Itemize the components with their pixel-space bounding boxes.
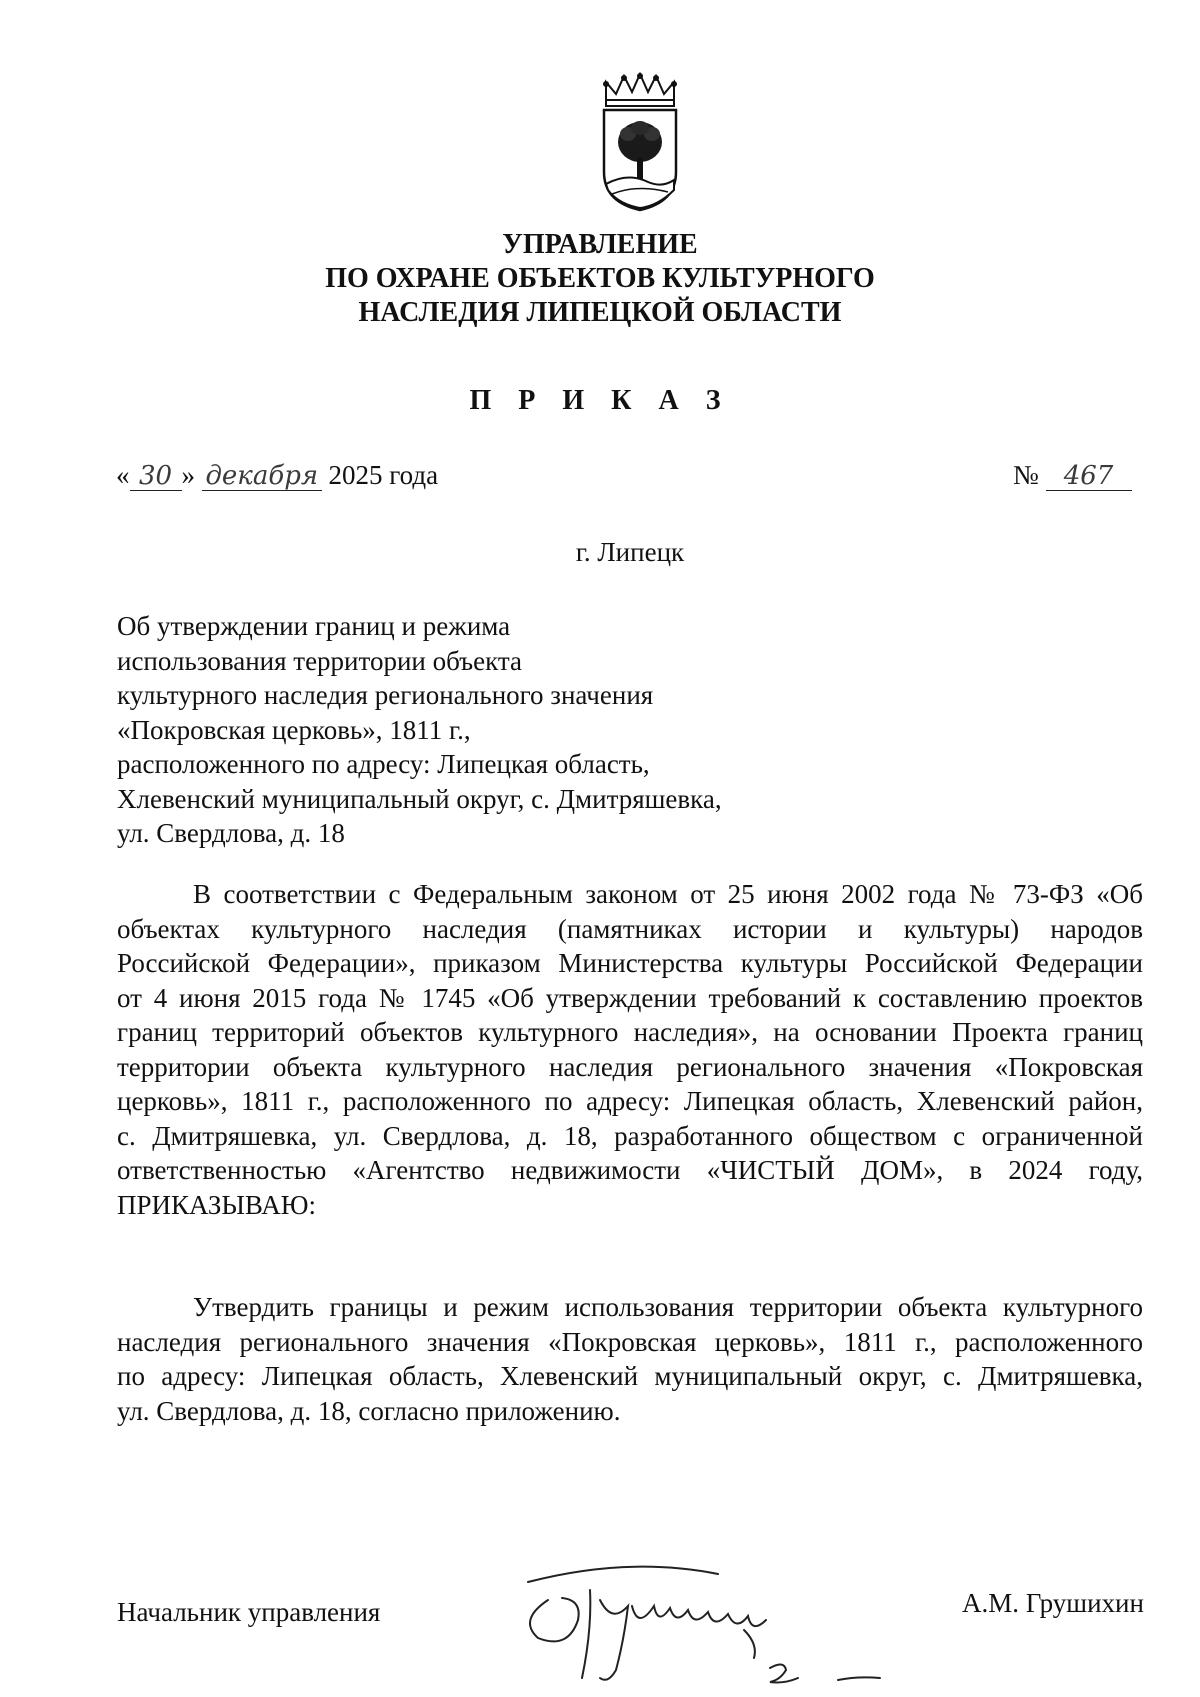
- preamble-line: границ территорий объектов культурного наследия», на основании Проекта границ: [117, 1017, 1143, 1047]
- subject-line: Хлевенский муниципальный округ, с. Дмитряшевка,: [117, 783, 722, 814]
- subject-line: культурного наследия регионального значения: [117, 680, 654, 710]
- preamble-line: объектах культурного наследия (памятниках истории и культуры) народов: [117, 913, 1143, 944]
- order-paragraph: [117, 1290, 1143, 1428]
- date-close-quote: »: [181, 460, 195, 490]
- preamble-paragraph: [117, 877, 1143, 1222]
- subject-line: Об утверждении границ и режима: [117, 611, 511, 641]
- subject-block: [117, 609, 722, 851]
- signatory-name: А.М. Грушихин: [962, 1588, 1144, 1618]
- preamble-line: В соответствии с Федеральным законом от 25 июня 2002 года № 73-ФЗ «Об: [193, 879, 1143, 909]
- order-line: по адресу: Липецкая область, Хлевенский муниципальный округ, с. Дмитряшевка,: [117, 1361, 1143, 1391]
- preamble-line: территории объекта культурного наследия регионального значения «Покровская: [117, 1051, 1143, 1082]
- coat-of-arms-emblem: [598, 72, 682, 212]
- header-line-2: ПО ОХРАНЕ ОБЪЕКТОВ КУЛЬТУРНОГО: [325, 263, 875, 294]
- issuer-header: [0, 228, 1200, 330]
- date-year: 2025 года: [328, 460, 439, 490]
- number-value: 467: [1046, 462, 1132, 491]
- handwritten-signature: [508, 1560, 908, 1690]
- city: г. Липецк: [575, 537, 685, 567]
- order-line: наследия регионального значения «Покровская церковь», 1811 г., расположенного: [117, 1326, 1143, 1357]
- subject-line: ул. Свердлова, д. 18: [117, 818, 345, 848]
- subject-line: использования территории объекта: [117, 645, 522, 676]
- order-verb: ПРИКАЗЫВАЮ:: [117, 1189, 316, 1220]
- subject-line: расположенного по адресу: Липецкая область,: [117, 749, 650, 779]
- order-line: ул. Свердлова, д. 18, согласно приложению.: [117, 1395, 621, 1426]
- order-line: Утвердить границы и режим использования территории объекта культурного: [193, 1292, 1143, 1322]
- signatory-position: Начальник управления: [117, 1597, 381, 1627]
- preamble-line: с. Дмитряшевка, ул. Свердлова, д. 18, разработанного обществом с ограниченной: [117, 1120, 1143, 1151]
- date-day: 30: [130, 462, 182, 491]
- preamble-line: Российской Федерации», приказом Министерства культуры Российской Федерации: [117, 948, 1143, 978]
- date-month: декабря: [202, 462, 322, 491]
- date-open-quote: «: [116, 460, 130, 490]
- document-title: П Р И К А З: [469, 385, 731, 416]
- document-date: [116, 460, 438, 491]
- number-label: №: [1013, 460, 1039, 490]
- preamble-line: ответственностью «Агентство недвижимости «ЧИСТЫЙ ДОМ», в 2024 году,: [117, 1155, 1143, 1185]
- header-line-1: УПРАВЛЕНИЕ: [502, 229, 698, 260]
- header-line-3: НАСЛЕДИЯ ЛИПЕЦКОЙ ОБЛАСТИ: [358, 297, 842, 328]
- document-number: [1013, 460, 1132, 491]
- preamble-line: церковь», 1811 г., расположенного по адресу: Липецкая область, Хлевенский район,: [117, 1086, 1143, 1116]
- subject-line: «Покровская церковь», 1811 г.,: [117, 714, 471, 745]
- preamble-line: от 4 июня 2015 года № 1745 «Об утверждении требований к составлению проектов: [117, 982, 1143, 1013]
